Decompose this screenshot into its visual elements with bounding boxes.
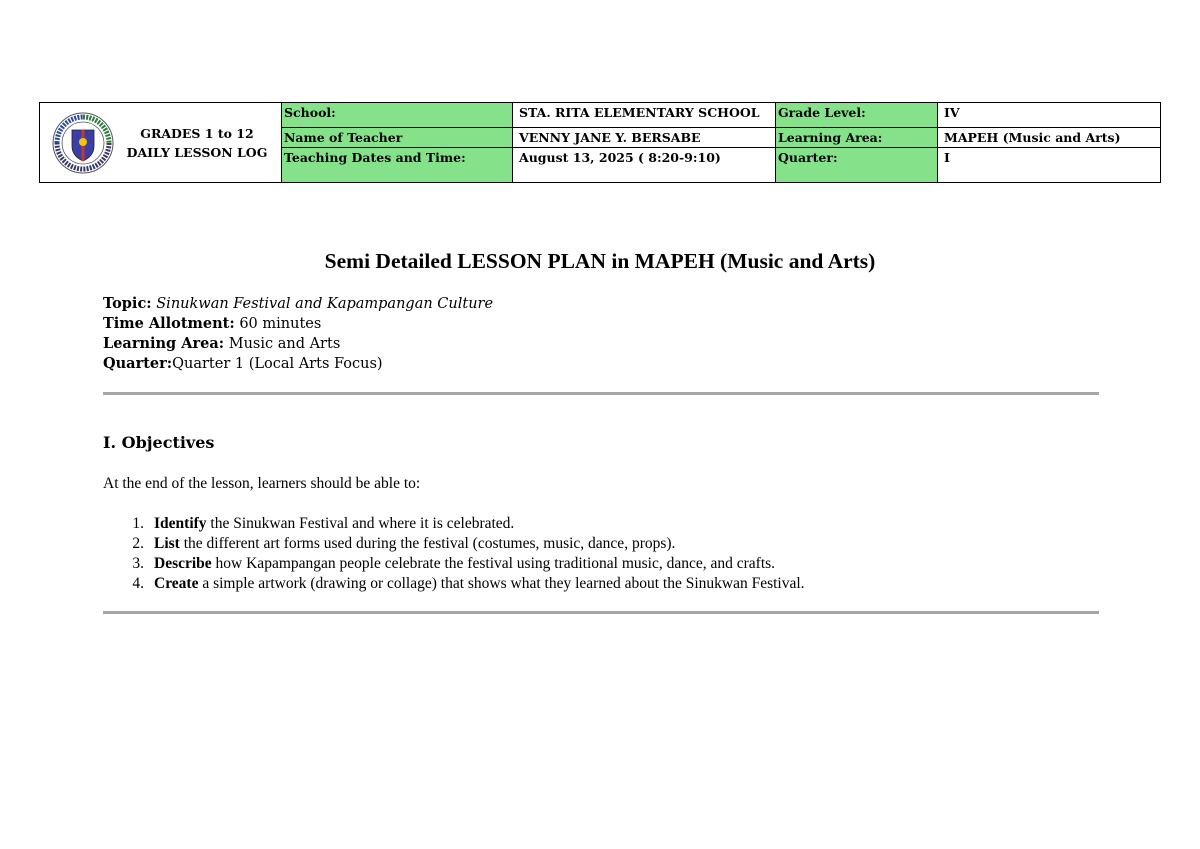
header-info-grid: [282, 103, 1160, 182]
area-line: [103, 334, 493, 354]
quarter-value: I: [944, 150, 950, 165]
learning-area-label: Learning Area:: [776, 128, 938, 148]
school-label: School:: [282, 103, 513, 128]
area-value: Music and Arts: [228, 336, 341, 352]
list-item: [103, 534, 805, 554]
topic-label: Topic:: [103, 295, 152, 312]
item-verb: Identify: [154, 515, 207, 532]
quarter-label: Quarter:: [776, 148, 938, 182]
lesson-meta: [103, 294, 493, 374]
grade-level-label: Grade Level:: [776, 103, 938, 128]
divider-top: [103, 392, 1099, 395]
objectives-heading: I. Objectives: [103, 433, 215, 452]
list-item: [103, 574, 805, 594]
topic-value: Sinukwan Festival and Kapampangan Culture: [156, 296, 494, 312]
quarter-meta-value: Quarter 1 (Local Arts Focus): [172, 356, 383, 372]
school-value: STA. RITA ELEMENTARY SCHOOL: [513, 103, 776, 128]
list-item: [103, 514, 805, 534]
teacher-label: Name of Teacher: [282, 128, 513, 148]
item-number: 3.: [132, 555, 144, 572]
quarter-line: [103, 354, 493, 374]
item-number: 4.: [132, 575, 144, 592]
objectives-intro: At the end of the lesson, learners should be able to:: [103, 475, 421, 492]
item-text: how Kapampangan people celebrate the festival using traditional music, dance, and crafts.: [211, 555, 776, 572]
learning-area-value: MAPEH (Music and Arts): [938, 128, 1160, 148]
item-number: 2.: [132, 535, 144, 552]
grade-level-value: IV: [938, 103, 1160, 128]
dll-title: [122, 124, 272, 162]
item-text: a simple artwork (drawing or collage) that shows what they learned about the Sinukwan Festival.: [198, 575, 805, 592]
dll-title-line2: DAILY LESSON LOG: [126, 144, 268, 160]
time-label: Time Allotment:: [103, 315, 235, 332]
deped-seal-icon: [52, 112, 114, 174]
dll-title-line1: GRADES 1 to 12: [140, 125, 254, 141]
item-text: the Sinukwan Festival and where it is celebrated.: [206, 515, 515, 532]
item-number: 1.: [132, 515, 144, 532]
quarter-meta-label: Quarter:: [103, 355, 173, 372]
lesson-plan-title: Semi Detailed LESSON PLAN in MAPEH (Music and Arts): [324, 249, 876, 273]
item-verb: Describe: [154, 555, 212, 572]
item-verb: Create: [154, 575, 199, 592]
divider-bottom: [103, 611, 1099, 614]
teacher-value: VENNY JANE Y. BERSABE: [513, 128, 776, 148]
dates-value: August 13, 2025 ( 8:20-9:10): [513, 148, 776, 182]
list-item: [103, 554, 805, 574]
dll-header-table: [39, 102, 1161, 183]
objectives-list: [103, 514, 805, 594]
logo-cell: [40, 103, 282, 182]
time-value: 60 minutes: [239, 316, 322, 332]
item-text: the different art forms used during the festival (costumes, music, dance, props).: [179, 535, 676, 552]
topic-line: [103, 294, 493, 314]
dates-label: Teaching Dates and Time:: [282, 148, 513, 182]
area-label: Learning Area:: [103, 335, 225, 352]
item-verb: List: [154, 535, 180, 552]
time-line: [103, 314, 493, 334]
